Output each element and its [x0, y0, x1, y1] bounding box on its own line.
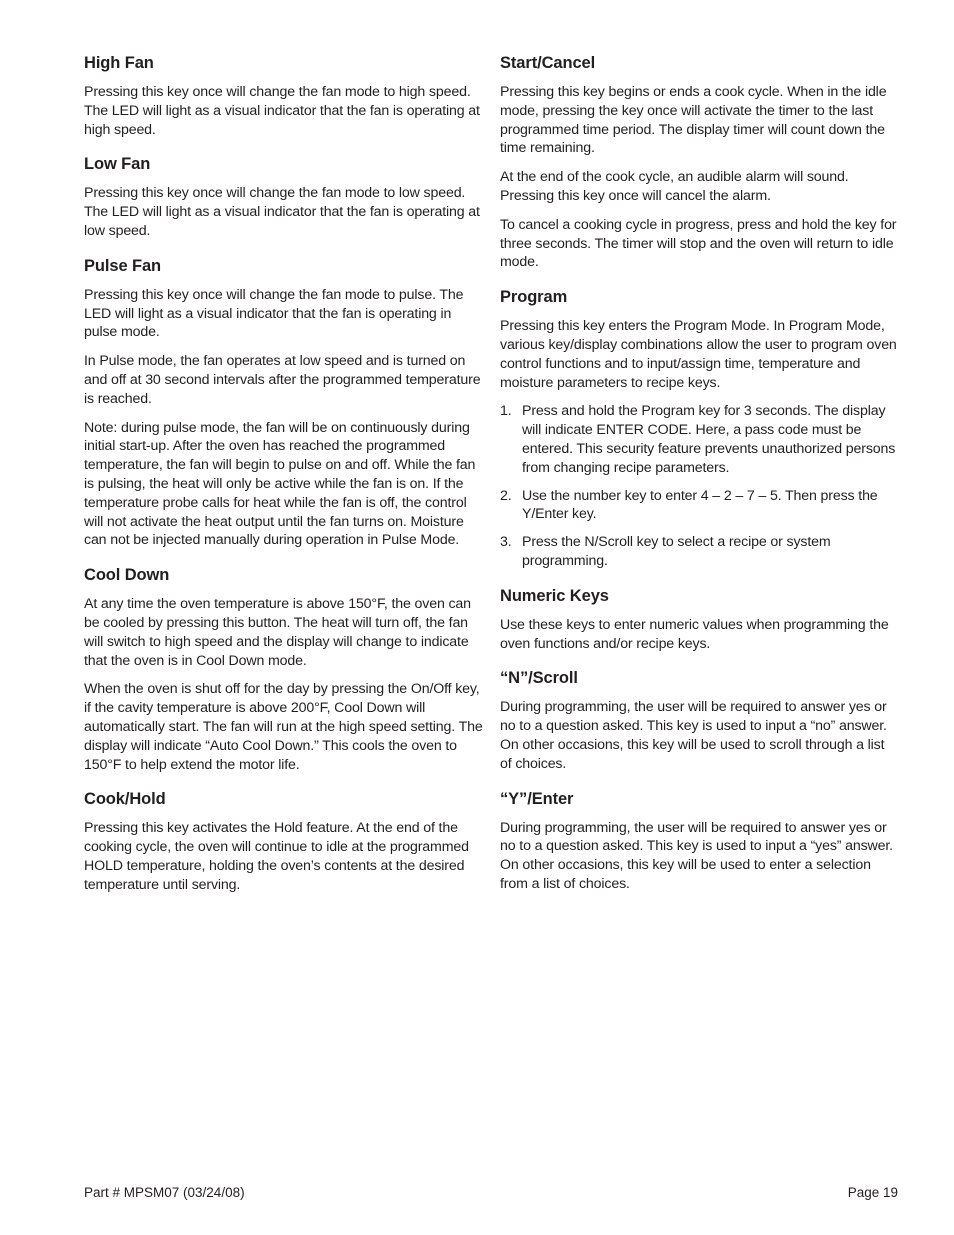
section-heading: High Fan: [84, 54, 154, 72]
section-start-cancel: [500, 52, 898, 272]
section-numeric-keys: [500, 585, 898, 654]
paragraph: Use these keys to enter numeric values when programming the oven functions and/or recipe keys.: [500, 616, 889, 652]
section-cook-hold: [84, 788, 484, 894]
section-heading: Low Fan: [84, 155, 151, 174]
section-n-scroll: [500, 667, 898, 773]
section-y-enter: [500, 788, 898, 894]
section-heading: Cook/Hold: [84, 790, 166, 809]
section-cool-down: [84, 564, 484, 774]
section-heading: Cool Down: [84, 566, 170, 585]
paragraph: During programming, the user will be required to answer yes or no to a question asked. This key is used to input a “no” answer. On other occasions, this key will be used to scroll through a list of choices.: [500, 699, 887, 772]
section-high-fan: [84, 52, 484, 139]
right-column: [500, 52, 898, 908]
paragraph: Pressing this key once will change the fan mode to low speed. The LED will light as a visual indicator that the fan is operating at low speed.: [84, 185, 480, 239]
list-item: [500, 402, 898, 477]
section-pulse-fan: [84, 255, 484, 550]
section-heading: “Y”/Enter: [500, 789, 574, 808]
list-item: [500, 487, 898, 525]
list-text: Press and hold the Program key for 3 seconds. The display will indicate ENTER CODE. Here, a pass code must be entered. This security feature prevents unauthorized persons from changing recipe parameters.: [522, 403, 896, 476]
program-steps-list: [500, 402, 898, 570]
section-heading: Program: [500, 288, 568, 307]
list-number: 1.: [500, 403, 512, 420]
paragraph: During programming, the user will be required to answer yes or no to a question asked. This key is used to input a “yes” answer. On other occasions, this key will be used to enter a selection from a list of choices.: [500, 819, 893, 892]
footer-part-number: Part # MPSM07 (03/24/08): [84, 1185, 245, 1200]
section-low-fan: [84, 153, 484, 240]
paragraph: Pressing this key begins or ends a cook cycle. When in the idle mode, pressing the key once will activate the timer to the last programmed time period. The display timer will count down the time remaining.: [500, 84, 887, 157]
list-number: 3.: [500, 534, 512, 551]
section-heading: Pulse Fan: [84, 256, 162, 275]
list-text: Press the N/Scroll key to select a recipe or system programming.: [522, 534, 831, 569]
paragraph: At the end of the cook cycle, an audible alarm will sound. Pressing this key once will cancel the alarm.: [500, 169, 849, 204]
paragraph: Pressing this key once will change the fan mode to high speed. The LED will light as a visual indicator that the fan is operating at high speed.: [84, 84, 480, 138]
paragraph: Pressing this key activates the Hold feature. At the end of the cooking cycle, the oven will continue to idle at the programmed HOLD temperature, holding the oven’s contents at the desired temperature until serving.: [84, 820, 469, 893]
section-program: [500, 286, 898, 571]
paragraph: When the oven is shut off for the day by pressing the On/Off key, if the cavity temperature is above 200°F, Cool Down will automatically start. The fan will run at the high speed setting. The display will indicate “Auto Cool Down.” This cools the oven to 150°F to help extend the motor life.: [84, 681, 483, 773]
paragraph: At any time the oven temperature is above 150°F, the oven can be cooled by pressing this button. The heat will turn off, the fan will switch to high speed and the display will change to indicate that the oven is in Cool Down mode.: [84, 596, 471, 669]
list-number: 2.: [500, 487, 512, 504]
paragraph: To cancel a cooking cycle in progress, press and hold the key for three seconds. The timer will stop and the oven will return to idle mode.: [500, 216, 897, 271]
section-heading: Start/Cancel: [500, 54, 596, 72]
paragraph: Note: during pulse mode, the fan will be on continuously during initial start-up. After the oven has reached the programmed temperature, the fan will begin to pulse on and off. While the fan is pulsing, the heat will only be active while the fan is on. If the temperature probe calls for heat while the fan is off, the control will not activate the heat output until the fan turns on. Moisture can not be injected manually during operation in Pulse Mode.: [84, 419, 476, 549]
section-heading: “N”/Scroll: [500, 669, 578, 688]
section-heading: Numeric Keys: [500, 586, 609, 605]
footer-page-number: Page 19: [847, 1185, 898, 1200]
paragraph: Pressing this key once will change the fan mode to pulse. The LED will light as a visual indicator that the fan is operating in pulse mode.: [84, 286, 464, 341]
list-text: Use the number key to enter 4 – 2 – 7 – 5. Then press the Y/Enter key.: [522, 487, 878, 523]
list-item: [500, 533, 898, 571]
left-column: [84, 52, 484, 909]
paragraph: In Pulse mode, the fan operates at low speed and is turned on and off at 30 second intervals after the programmed temperature is reached.: [84, 353, 481, 407]
paragraph: Pressing this key enters the Program Mode. In Program Mode, various key/display combinations allow the user to program oven control functions and to input/assign time, temperature and moisture parameters to recipe keys.: [500, 318, 897, 391]
